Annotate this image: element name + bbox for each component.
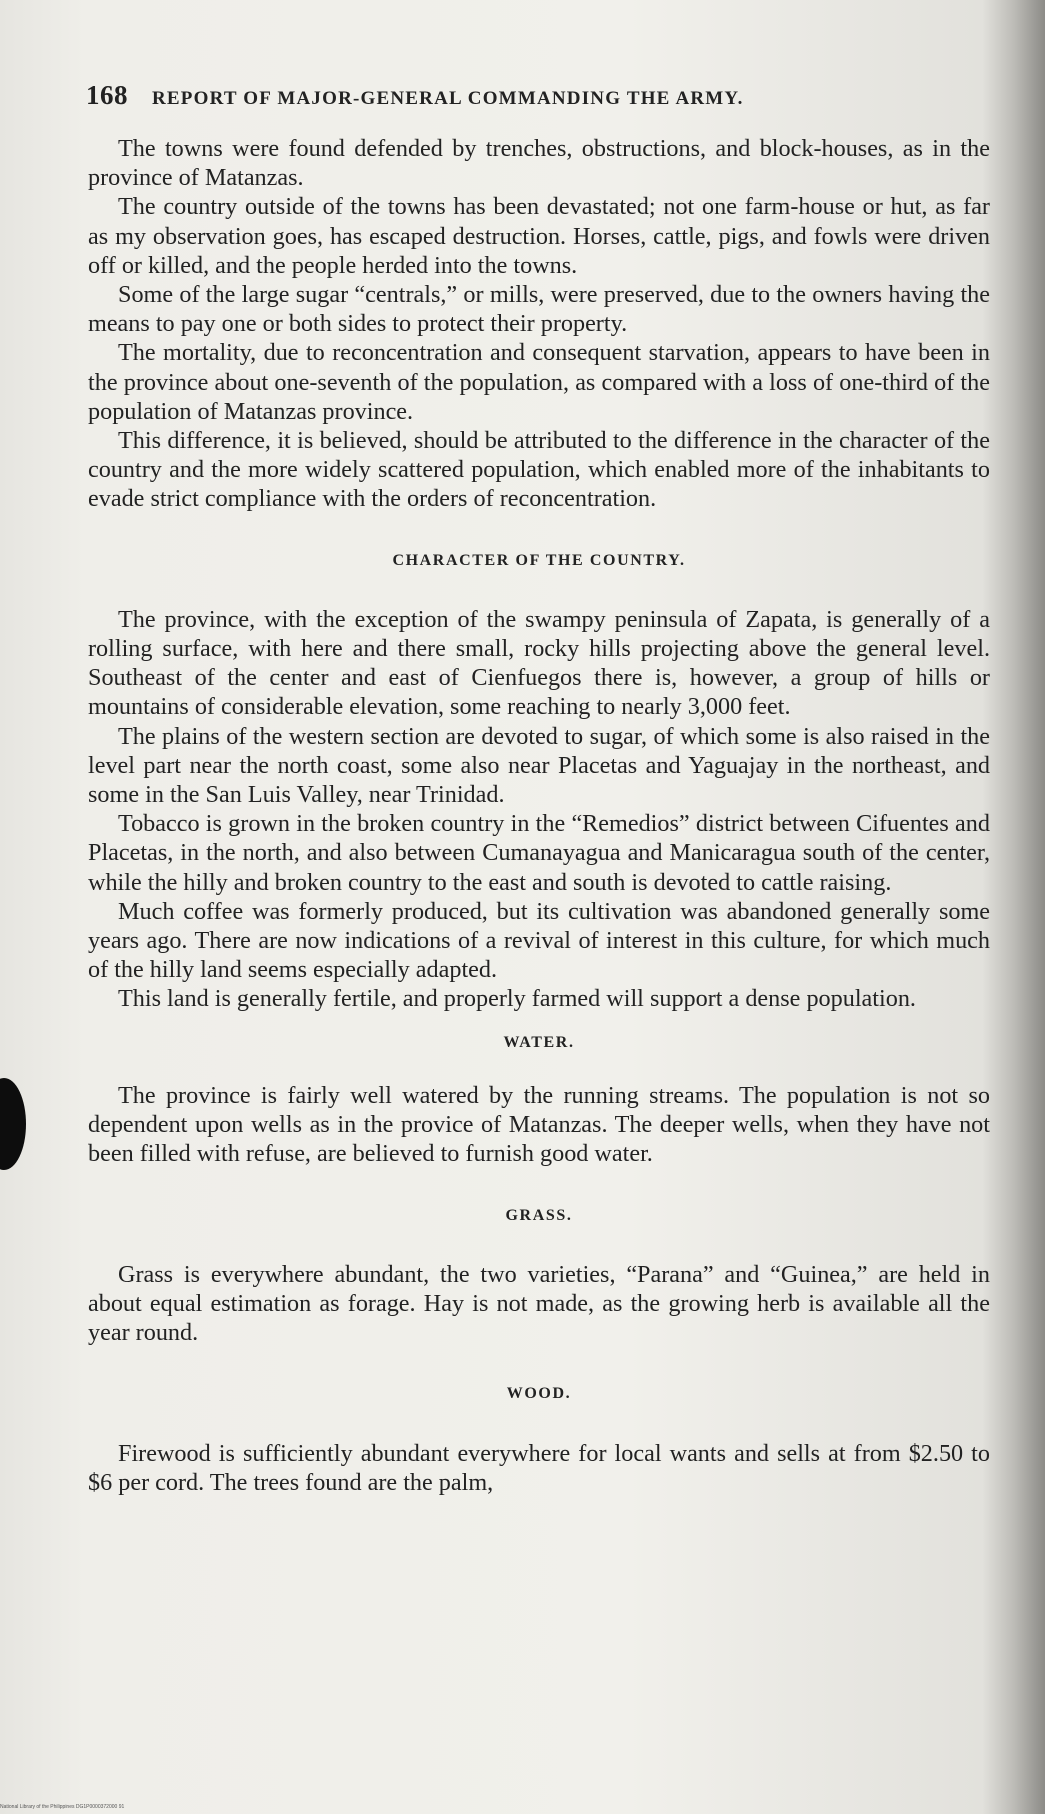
section-heading-water: WATER. xyxy=(503,1033,575,1051)
paragraph: This difference, it is believed, should be attributed to the difference in the character of the country and the more widely scattered population, which enabled more of the inhabitants to evade strict compliance with the orders of reconcentration. xyxy=(88,427,990,513)
paragraph: The plains of the western section are devoted to sugar, of which some is also raised in the level part near the north coast, some also near Placetas and Yaguajay in the northeast, and some in the San Luis Valley, near Trinidad. xyxy=(88,722,990,809)
paragraph: The towns were found defended by trenches, obstructions, and block-houses, as in the province of Matanzas. xyxy=(88,135,990,192)
paragraph: Some of the large sugar “centrals,” or mills, were preserved, due to the owners having the means to pay one or both sides to protect their property. xyxy=(88,281,990,338)
page-header xyxy=(86,80,966,111)
running-title: REPORT OF MAJOR-GENERAL COMMANDING THE ARMY. xyxy=(152,88,744,109)
paragraph: Firewood is sufficiently abundant everywhere for local wants and sells at from $2.50 to $6 per cord. The trees found are the palm, xyxy=(88,1439,990,1496)
paragraph: The country outside of the towns has been devastated; not one farm-house or hut, as far as my observation goes, has escaped destruction. Horses, cattle, pigs, and fowls were driven off or killed, and the people herded into the towns. xyxy=(88,193,990,279)
paragraph: The mortality, due to reconcentration and consequent starvation, appears to have been in the province about one-seventh of the population, as compared with a loss of one-third of the population of Matanzas province. xyxy=(88,339,990,425)
section-heading-character: CHARACTER OF THE COUNTRY. xyxy=(392,551,686,569)
paragraph: This land is generally fertile, and properly farmed will support a dense population. xyxy=(118,985,916,1013)
paragraph: The province, with the exception of the swampy peninsula of Zapata, is generally of a rolling surface, with here and there small, rocky hills projecting above the general level. Southeast of the center and east of Cienfuegos there is, however, a group of hills or mountains of considerable elevation, some reaching to nearly 3,000 feet. xyxy=(88,605,990,721)
section-heading-grass: GRASS. xyxy=(505,1206,573,1224)
library-stamp: National Library of the Philippines DG1P0000372000 91 xyxy=(0,1804,125,1810)
page-number: 168 xyxy=(86,80,128,110)
body-text xyxy=(88,134,990,1497)
paragraph: Grass is everywhere abundant, the two varieties, “Parana” and “Guinea,” are held in about equal estimation as forage. Hay is not made, as the growing herb is available all the year round. xyxy=(88,1260,990,1347)
paragraph: Much coffee was formerly produced, but its cultivation was abandoned generally some years ago. There are now indications of a revival of interest in this culture, for which much of the hilly land seems especially adapted. xyxy=(88,897,990,984)
section-heading-wood: WOOD. xyxy=(506,1385,572,1403)
paragraph: The province is fairly well watered by the running streams. The population is not so dependent upon wells as in the provice of Matanzas. The deeper wells, when they have not been filled with refuse, are believed to furnish good water. xyxy=(88,1081,990,1168)
binding-hole xyxy=(0,1078,26,1170)
paragraph: Tobacco is grown in the broken country in the “Remedios” district between Cifuentes and Placetas, in the north, and also between Cumanayagua and Manicaragua south of the center, while the hilly and broken country to the east and south is devoted to cattle raising. xyxy=(88,810,990,896)
